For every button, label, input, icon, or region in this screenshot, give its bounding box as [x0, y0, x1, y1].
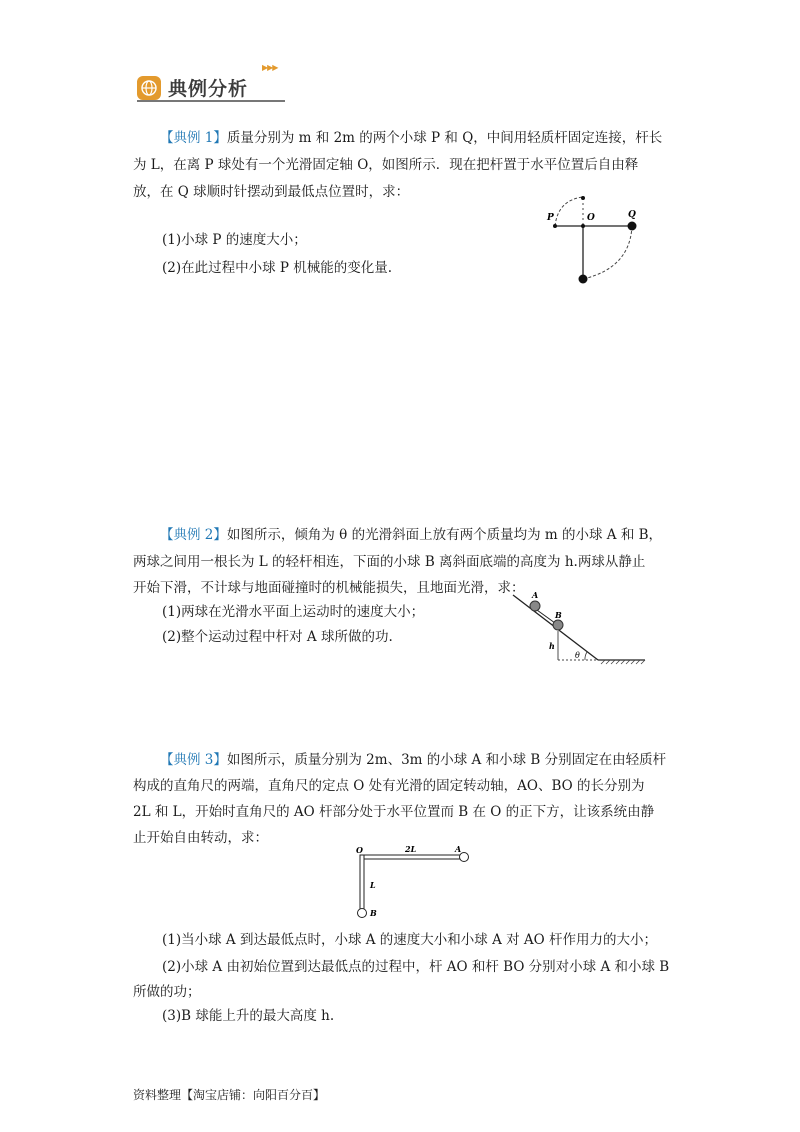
ball-a — [530, 601, 540, 611]
svg-text:B: B — [370, 908, 377, 918]
svg-text:O: O — [356, 845, 363, 855]
svg-text:L: L — [370, 880, 376, 890]
ex3-question-2-line-1: (2)小球 A 由初始位置到达最低点的过程中，杆 AO 和杆 BO 分别对小球 A 和小球 B — [162, 959, 670, 975]
ex1-line-2: 为 L，在离 P 球处有一个光滑固定轴 O，如图所示．现在把杆置于水平位置后自由释 — [133, 157, 639, 173]
svg-text:θ: θ — [575, 651, 580, 660]
svg-text:h: h — [549, 641, 555, 651]
ex2-tag: 【典例 2】 — [160, 527, 227, 543]
svg-text:P: P — [547, 213, 554, 223]
ex1-tag: 【典例 1】 — [160, 130, 227, 146]
svg-text:2L: 2L — [405, 844, 417, 854]
svg-text:O: O — [587, 213, 595, 223]
ball-p-top — [581, 196, 585, 200]
svg-text:B: B — [555, 610, 562, 620]
ex3-question-3: (3)B 球能上升的最大高度 h. — [162, 1008, 335, 1024]
section-title: 典例分析 — [168, 78, 249, 100]
ex3-question-2-line-2: 所做的功； — [133, 984, 201, 1000]
ball-b — [358, 909, 367, 918]
ex3-tag: 【典例 3】 — [160, 752, 227, 768]
ex3-line-2: 构成的直角尺的两端，直角尺的定点 O 处有光滑的固定转动轴，AO、BO 的长分别为 — [133, 778, 645, 794]
ex3-line-4: 止开始自由转动，求： — [133, 830, 268, 846]
ball-p — [553, 224, 557, 228]
ex2-question-1: (1)两球在光滑水平面上运动时的速度大小； — [162, 604, 425, 620]
ball-q — [628, 222, 637, 231]
ex3-figure — [350, 840, 475, 920]
footer-note: 资料整理【淘宝店铺：向阳百分百】 — [133, 1088, 326, 1102]
ex2-figure — [505, 585, 650, 670]
ex3-question-1: (1)当小球 A 到达最低点时，小球 A 的速度大小和小球 A 对 AO 杆作用力的大小； — [162, 932, 658, 948]
svg-text:A: A — [532, 590, 539, 600]
ex1-question-1: (1)小球 P 的速度大小； — [162, 232, 307, 248]
ball-q-bottom — [579, 275, 588, 284]
ex2-line-3: 开始下滑，不计球与地面碰撞时的机械能损失，且地面光滑，求： — [133, 580, 525, 596]
ex2-line-2: 两球之间用一根长为 L 的轻杆相连，下面的小球 B 离斜面底端的高度为 h.两球从静止 — [133, 554, 646, 570]
ex1-figure — [540, 190, 650, 290]
title-underline — [137, 100, 285, 102]
ex1-question-2: (2)在此过程中小球 P 机械能的变化量. — [162, 260, 393, 276]
decor-arrows: ▶▶▶ — [262, 63, 278, 72]
svg-text:Q: Q — [628, 210, 636, 220]
ex1-line-3: 放，在 Q 球顺时针摆动到最低点位置时，求： — [133, 184, 410, 200]
ex3-line-1: 【典例 3】如图所示，质量分别为 2m、3m 的小球 A 和小球 B 分别固定在由轻质杆 — [160, 752, 667, 768]
ex2-question-2: (2)整个运动过程中杆对 A 球所做的功. — [162, 629, 393, 645]
svg-text:A: A — [455, 844, 462, 854]
ball-b — [553, 620, 563, 630]
pivot-o — [581, 224, 585, 228]
ex1-line-1: 【典例 1】质量分别为 m 和 2m 的两个小球 P 和 Q，中间用轻质杆固定连接，杆长 — [160, 130, 663, 146]
ex2-line-1: 【典例 2】如图所示，倾角为 θ 的光滑斜面上放有两个质量均为 m 的小球 A 和 B， — [160, 527, 663, 543]
ex3-line-3: 2L 和 L，开始时直角尺的 AO 杆部分处于水平位置而 B 在 O 的正下方，让该系统由静 — [133, 804, 655, 820]
globe-icon — [137, 76, 161, 100]
